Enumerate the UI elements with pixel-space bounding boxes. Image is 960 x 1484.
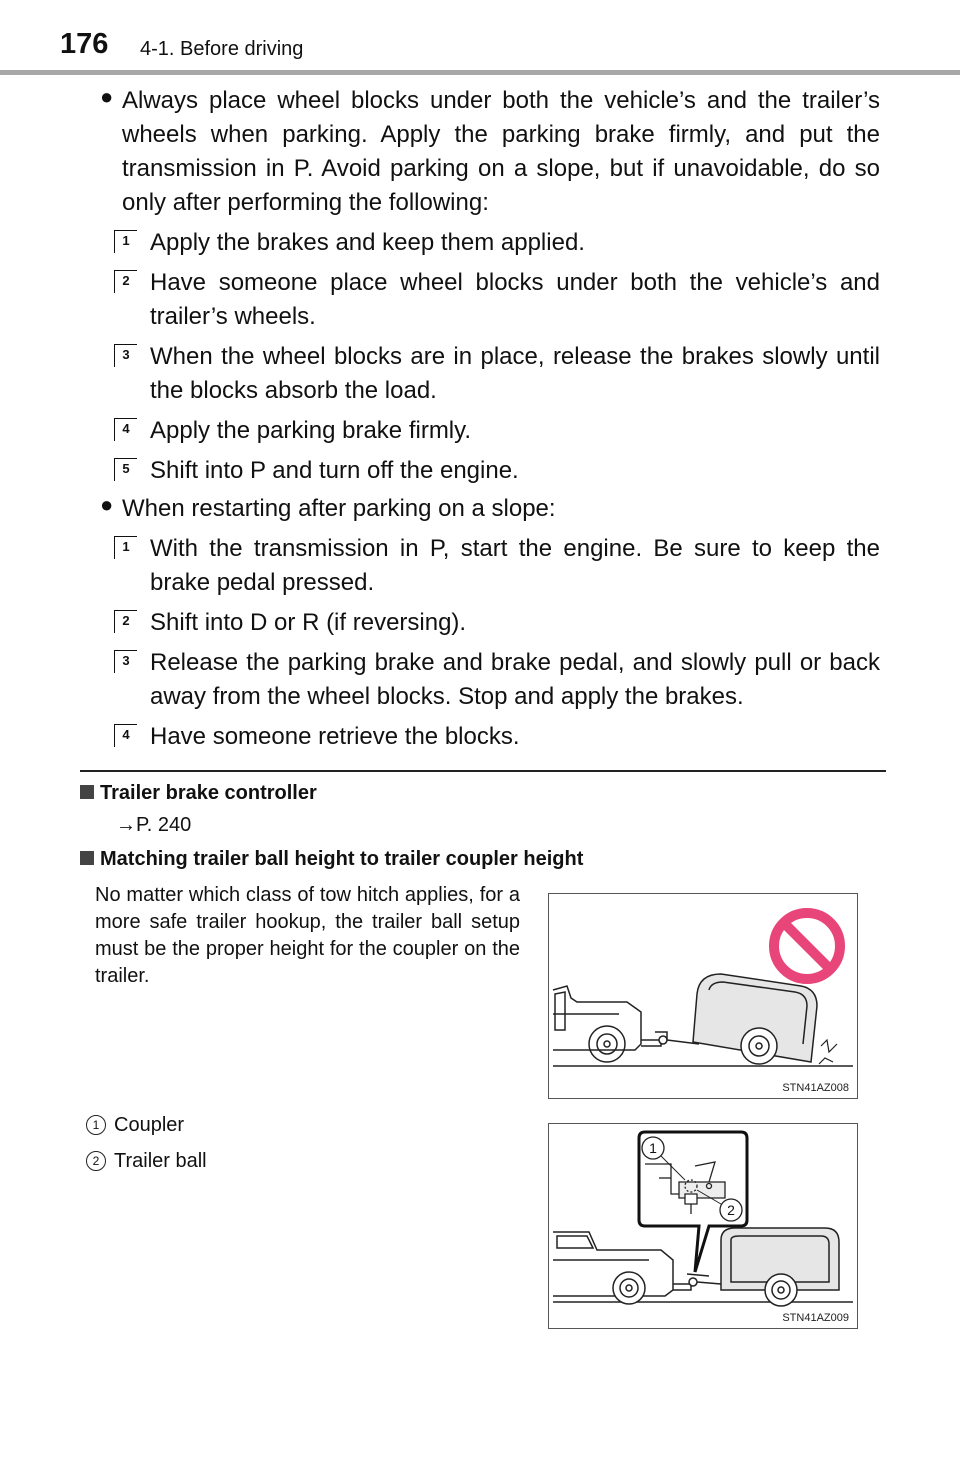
prohibition-icon	[774, 913, 840, 979]
step-number-icon: 3	[114, 344, 137, 367]
restart-step-1	[100, 532, 880, 600]
section-divider	[80, 770, 886, 772]
legend-label: Trailer ball	[114, 1150, 207, 1172]
figure-code: STN41AZ008	[782, 1082, 849, 1094]
step-text: With the transmission in P, start the engine. Be sure to keep the brake pedal pressed.	[150, 535, 880, 596]
ball-height-heading	[80, 848, 583, 871]
incorrect-hookup-illustration	[549, 894, 857, 1098]
trailer-icon	[693, 974, 817, 1064]
correct-hookup-illustration	[549, 1124, 857, 1328]
step-number-icon: 1	[114, 536, 137, 559]
ball-height-title: Matching trailer ball height to trailer coupler height	[100, 848, 584, 870]
parking-step-4	[100, 414, 880, 448]
truck-icon	[553, 986, 641, 1062]
figure-incorrect-hookup	[548, 893, 858, 1099]
restart-step-3	[100, 646, 880, 714]
legend-number-icon: 1	[86, 1115, 106, 1135]
restart-intro: When restarting after parking on a slope:	[122, 495, 556, 522]
step-text: When the wheel blocks are in place, release the brakes slowly until the blocks absorb the load.	[150, 343, 880, 404]
legend-item-trailer-ball	[86, 1150, 207, 1173]
step-text: Shift into P and turn off the engine.	[150, 457, 519, 484]
header-divider	[0, 70, 960, 75]
main-content	[100, 84, 880, 754]
legend-item-coupler	[86, 1114, 184, 1137]
parking-intro: Always place wheel blocks under both the vehicle’s and the trailer’s wheels when parking. Apply the parking brake firmly, and put the transmission in P. Avoid parking on a slope, but if unavoidable, do so only after performing the following:	[122, 87, 880, 216]
brake-controller-heading	[80, 782, 317, 805]
parking-step-5	[100, 454, 880, 488]
parking-step-3	[100, 340, 880, 408]
step-text: Release the parking brake and brake pedal, and slowly pull or back away from the wheel blocks. Stop and apply the brakes.	[150, 649, 880, 710]
parking-step-1	[100, 226, 880, 260]
arrow-icon: →	[116, 814, 136, 836]
callout-number: 1	[649, 1140, 657, 1156]
step-number-icon: 4	[114, 418, 137, 441]
truck-icon	[553, 1232, 673, 1304]
bullet-dot-icon: ●	[100, 84, 114, 109]
restart-bullet	[100, 492, 880, 526]
section-square-icon	[80, 785, 94, 799]
step-text: Shift into D or R (if reversing).	[150, 609, 467, 636]
bullet-dot-icon: ●	[100, 492, 114, 517]
step-text: Have someone retrieve the blocks.	[150, 723, 520, 750]
page-number: 176	[60, 28, 109, 60]
step-number-icon: 4	[114, 724, 137, 747]
section-square-icon	[80, 851, 94, 865]
legend-label: Coupler	[114, 1114, 185, 1136]
brake-controller-title: Trailer brake controller	[100, 782, 317, 804]
callout-number: 2	[727, 1202, 735, 1218]
step-number-icon: 5	[114, 458, 137, 481]
restart-step-4	[100, 720, 880, 754]
page-header	[0, 0, 960, 76]
step-text: Apply the parking brake firmly.	[150, 417, 472, 444]
step-number-icon: 1	[114, 230, 137, 253]
ball-height-description: No matter which class of tow hitch applies, for a more safe trailer hookup, the trailer ball setup must be the proper height for the coupler on the trailer.	[95, 884, 520, 987]
figure-correct-hookup	[548, 1123, 858, 1329]
page-reference-text: P. 240	[136, 814, 192, 836]
step-number-icon: 3	[114, 650, 137, 673]
parking-bullet	[100, 84, 880, 220]
figure-code: STN41AZ009	[782, 1312, 849, 1324]
step-number-icon: 2	[114, 270, 137, 293]
parking-step-2	[100, 266, 880, 334]
restart-step-2	[100, 606, 880, 640]
step-text: Have someone place wheel blocks under both the vehicle’s and trailer’s wheels.	[150, 269, 880, 330]
trailer-icon	[721, 1228, 839, 1306]
section-title: 4-1. Before driving	[140, 38, 304, 60]
step-number-icon: 2	[114, 610, 137, 633]
page-reference[interactable]	[116, 814, 191, 837]
legend-number-icon: 2	[86, 1151, 106, 1171]
step-text: Apply the brakes and keep them applied.	[150, 229, 585, 256]
